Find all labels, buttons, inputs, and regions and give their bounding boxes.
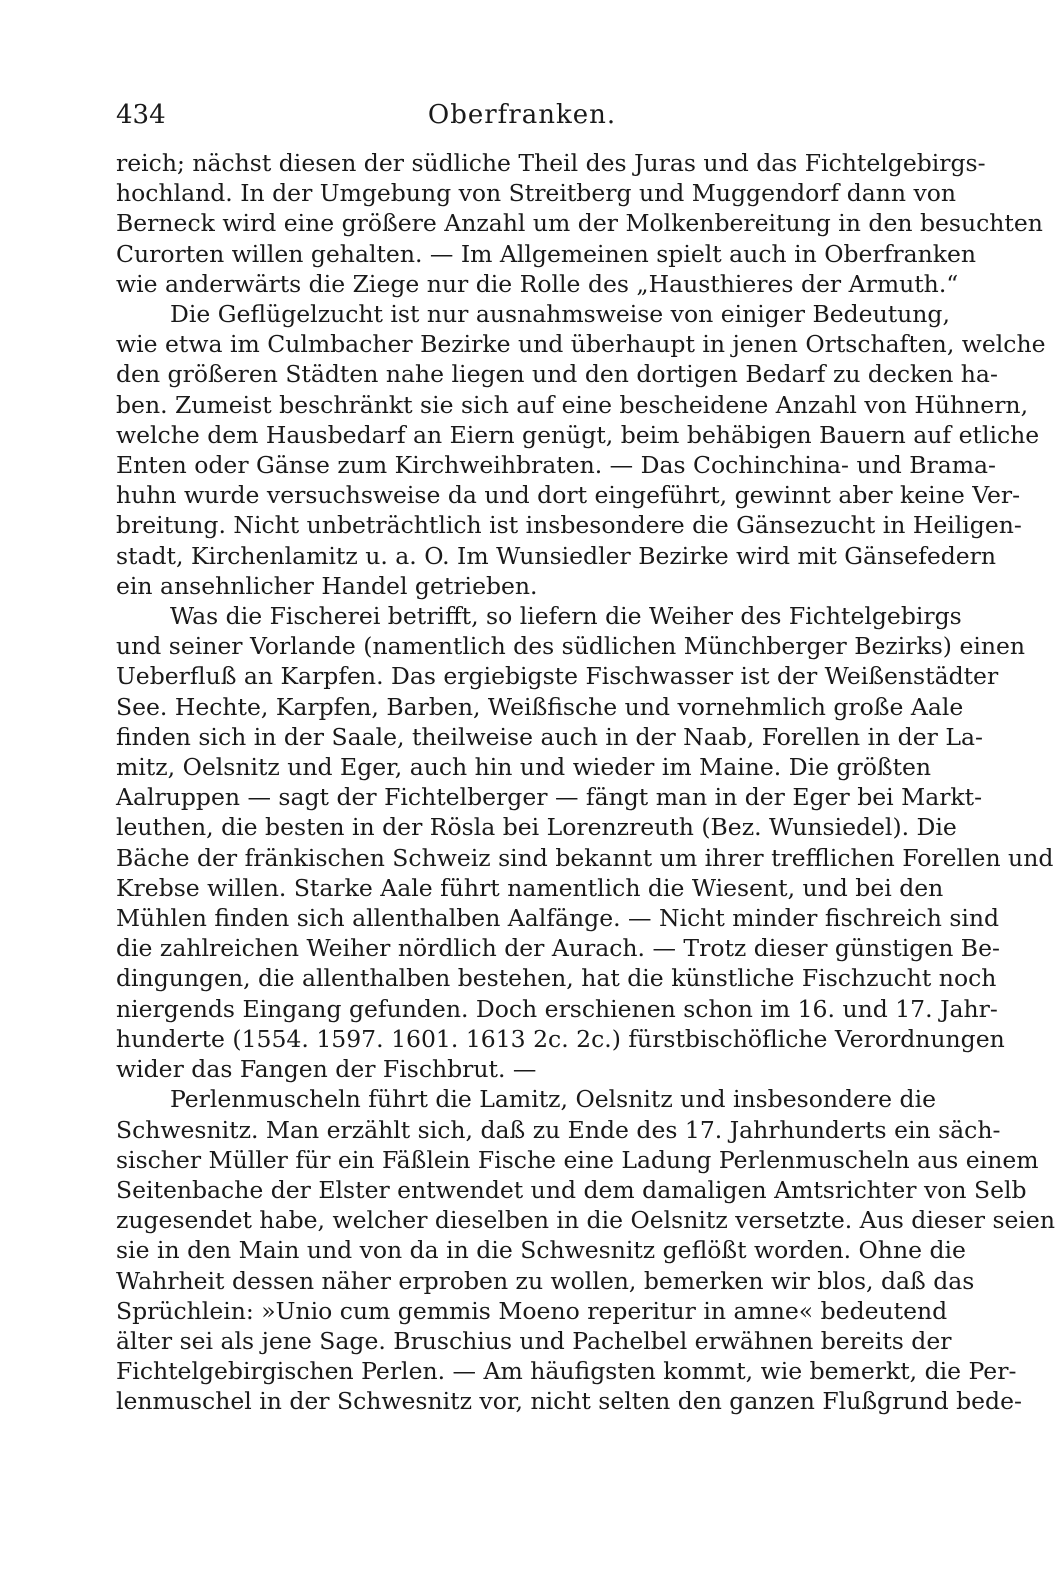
text-line: sie in den Main und von da in die Schwesnitz geflößt worden. Ohne die — [116, 1236, 966, 1265]
text-line: Was die Fischerei betrifft, so liefern die Weiher des Fichtelgebirgs — [170, 602, 962, 631]
text-line: welche dem Hausbedarf an Eiern genügt, beim behäbigen Bauern auf etliche — [116, 420, 1040, 449]
page-number: 434 — [116, 100, 166, 130]
page-header — [116, 98, 928, 132]
text-line: hochland. In der Umgebung von Streitberg und Muggendorf dann von — [116, 179, 957, 208]
text-line: Bäche der fränkischen Schweiz sind bekannt um ihrer trefflichen Forellen und — [116, 843, 1054, 872]
text-line: Schwesnitz. Man erzählt sich, daß zu Ende des 17. Jahrhunderts ein säch- — [116, 1115, 1001, 1144]
text-line: reich; nächst diesen der südliche Theil des Juras und das Fichtelgebirgs- — [116, 149, 986, 177]
running-title: Oberfranken. — [427, 100, 617, 130]
text-line: zugesendet habe, welcher dieselben in die Oelsnitz versetzte. Aus dieser seien — [116, 1206, 1055, 1235]
text-line: Mühlen finden sich allenthalben Aalfänge. — Nicht minder fischreich sind — [116, 904, 1000, 933]
text-line: Aalruppen — sagt der Fichtelberger — fängt man in der Eger bei Markt- — [116, 783, 983, 812]
text-line: leuthen, die besten in der Rösla bei Lorenzreuth (Bez. Wunsiedel). Die — [116, 813, 957, 842]
text-line: Enten oder Gänse zum Kirchweihbraten. — Das Cochinchina- und Brama- — [116, 451, 996, 480]
text-line: huhn wurde versuchsweise da und dort eingeführt, gewinnt aber keine Ver- — [116, 481, 1021, 510]
text-line: Fichtelgebirgischen Perlen. — Am häufigsten kommt, wie bemerkt, die Per- — [116, 1357, 1017, 1386]
text-line: wie anderwärts die Ziege nur die Rolle des „Hausthieres der Armuth.“ — [116, 269, 959, 298]
text-line: ein ansehnlicher Handel getrieben. — [116, 571, 538, 600]
body-text — [116, 148, 1055, 1417]
text-line: Berneck wird eine größere Anzahl um der Molkenbereitung in den besuchten — [116, 209, 1043, 238]
text-line: wider das Fangen der Fischbrut. — — [116, 1055, 537, 1084]
text-line: breitung. Nicht unbeträchtlich ist insbesondere die Gänsezucht in Heiligen- — [116, 511, 1022, 540]
text-line: finden sich in der Saale, theilweise auch in der Naab, Forellen in der La- — [116, 722, 983, 751]
text-line: See. Hechte, Karpfen, Barben, Weißfische und vornehmlich große Aale — [116, 692, 964, 721]
text-line: Seitenbache der Elster entwendet und dem damaligen Amtsrichter von Selb — [116, 1175, 1027, 1204]
text-line: die zahlreichen Weiher nördlich der Aurach. — Trotz dieser günstigen Be- — [116, 934, 1000, 963]
text-line: sischer Müller für ein Fäßlein Fische eine Ladung Perlenmuscheln aus einem — [116, 1145, 1039, 1174]
text-line: Curorten willen gehalten. — Im Allgemeinen spielt auch in Oberfranken — [116, 239, 977, 268]
text-line: stadt, Kirchenlamitz u. a. O. Im Wunsiedler Bezirke wird mit Gänsefedern — [116, 541, 997, 570]
text-line: ben. Zumeist beschränkt sie sich auf eine bescheidene Anzahl von Hühnern, — [116, 390, 1029, 419]
text-line: mitz, Oelsnitz und Eger, auch hin und wieder im Maine. Die größten — [116, 753, 932, 782]
text-line: den größeren Städten nahe liegen und den dortigen Bedarf zu decken ha- — [116, 360, 998, 389]
text-line: und seiner Vorlande (namentlich des südlichen Münchberger Bezirks) einen — [116, 632, 1026, 661]
text-line: Perlenmuscheln führt die Lamitz, Oelsnitz und insbesondere die — [170, 1085, 936, 1114]
text-line: lenmuschel in der Schwesnitz vor, nicht selten den ganzen Flußgrund bede- — [116, 1387, 1022, 1416]
text-line: Sprüchlein: »Unio cum gemmis Moeno reperitur in amne« bedeutend — [116, 1296, 948, 1325]
text-line: älter sei als jene Sage. Bruschius und Pachelbel erwähnen bereits der — [116, 1326, 952, 1355]
text-line: dingungen, die allenthalben bestehen, hat die künstliche Fischzucht noch — [116, 964, 997, 993]
text-line: Die Geflügelzucht ist nur ausnahmsweise von einiger Bedeutung, — [170, 300, 950, 329]
text-line: niergends Eingang gefunden. Doch erschienen schon im 16. und 17. Jahr- — [116, 994, 998, 1023]
text-line: wie etwa im Culmbacher Bezirke und überhaupt in jenen Ortschaften, welche — [116, 330, 1046, 359]
text-line: Ueberfluß an Karpfen. Das ergiebigste Fischwasser ist der Weißenstädter — [116, 662, 999, 691]
text-line: Krebse willen. Starke Aale führt namentlich die Wiesent, und bei den — [116, 873, 944, 902]
text-line: Wahrheit dessen näher erproben zu wollen, bemerken wir blos, daß das — [116, 1266, 975, 1295]
text-line: hunderte (1554. 1597. 1601. 1613 2c. 2c.) fürstbischöfliche Verordnungen — [116, 1024, 1005, 1053]
